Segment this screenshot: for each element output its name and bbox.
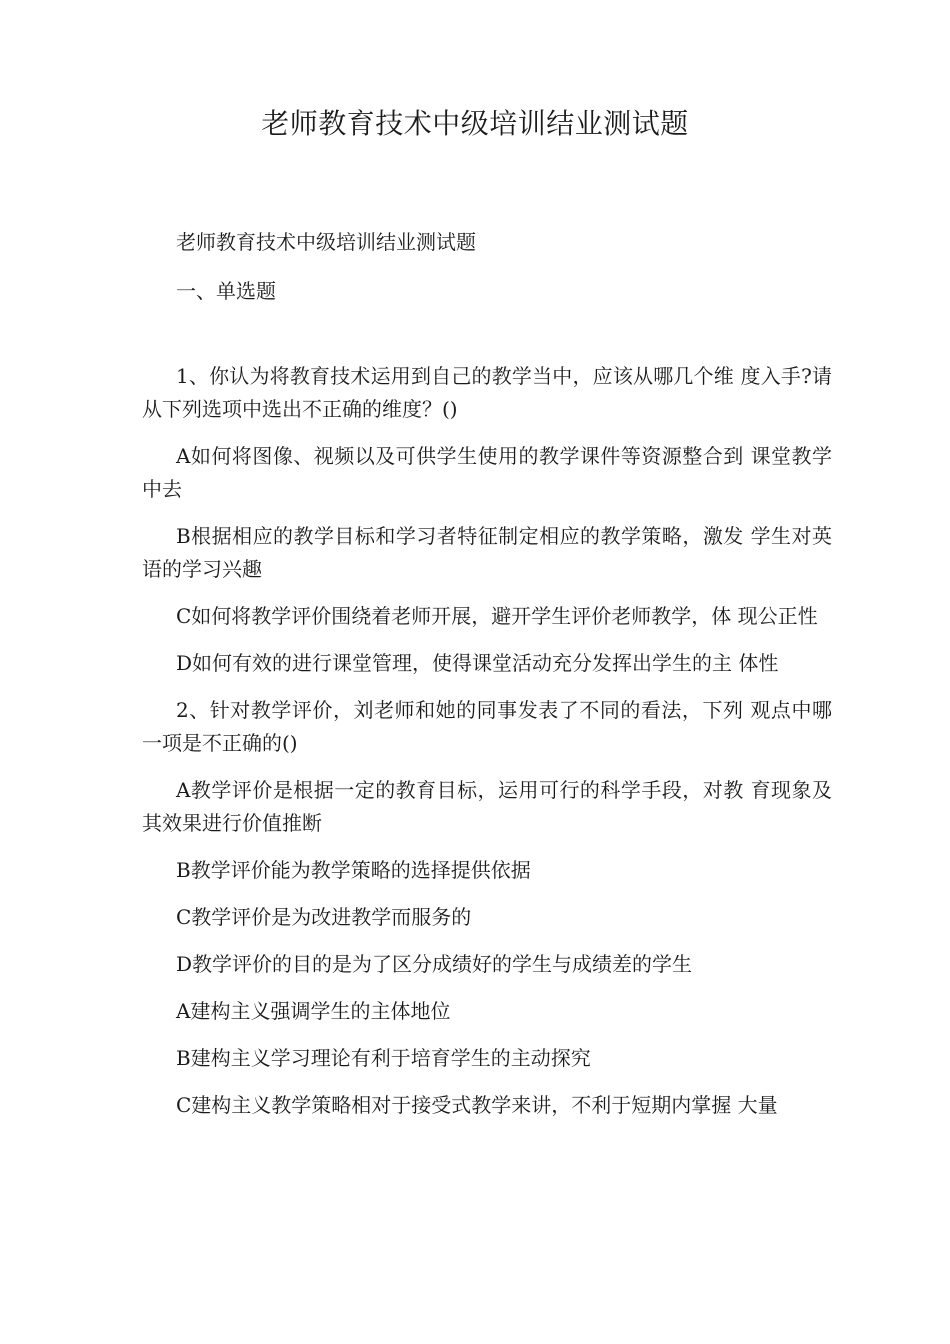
option-paragraph: D教学评价的目的是为了区分成绩好的学生与成绩差的学生 (176, 952, 693, 976)
document-title: 老师教育技术中级培训结业测试题 (261, 107, 689, 140)
option-paragraph: C如何将教学评价围绕着老师开展，避开学生评价老师教学，体 现公正性 (176, 604, 818, 628)
option-paragraph: A教学评价是根据一定的教育目标，运用可行的科学手段，对教 育现象及其效果进行价值推断 (142, 778, 832, 835)
question-paragraph: 1、你认为将教育技术运用到自己的教学当中，应该从哪几个维 度入手?请从下列选项中选出不正确的维度？() (142, 364, 832, 421)
option-paragraph: B建构主义学习理论有利于培育学生的主动探究 (176, 1046, 591, 1070)
option-paragraph: B教学评价能为教学策略的选择提供依据 (176, 858, 531, 882)
section-heading: 一、单选题 (176, 279, 276, 303)
option-paragraph: B根据相应的教学目标和学习者特征制定相应的教学策略，激发 学生对英语的学习兴趣 (142, 524, 832, 581)
option-paragraph: D如何有效的进行课堂管理，使得课堂活动充分发挥出学生的主 体性 (176, 651, 779, 675)
option-paragraph: A如何将图像、视频以及可供学生使用的教学课件等资源整合到 课堂教学中去 (142, 444, 832, 501)
option-paragraph: C建构主义教学策略相对于接受式教学来讲，不利于短期内掌握 大量 (176, 1093, 778, 1117)
question-paragraph: 2、针对教学评价，刘老师和她的同事发表了不同的看法，下列 观点中哪一项是不正确的() (142, 698, 832, 755)
option-paragraph: C教学评价是为改进教学而服务的 (176, 905, 472, 929)
option-paragraph: A建构主义强调学生的主体地位 (176, 999, 451, 1023)
document-body (142, 226, 832, 1136)
document-subtitle: 老师教育技术中级培训结业测试题 (176, 230, 476, 254)
